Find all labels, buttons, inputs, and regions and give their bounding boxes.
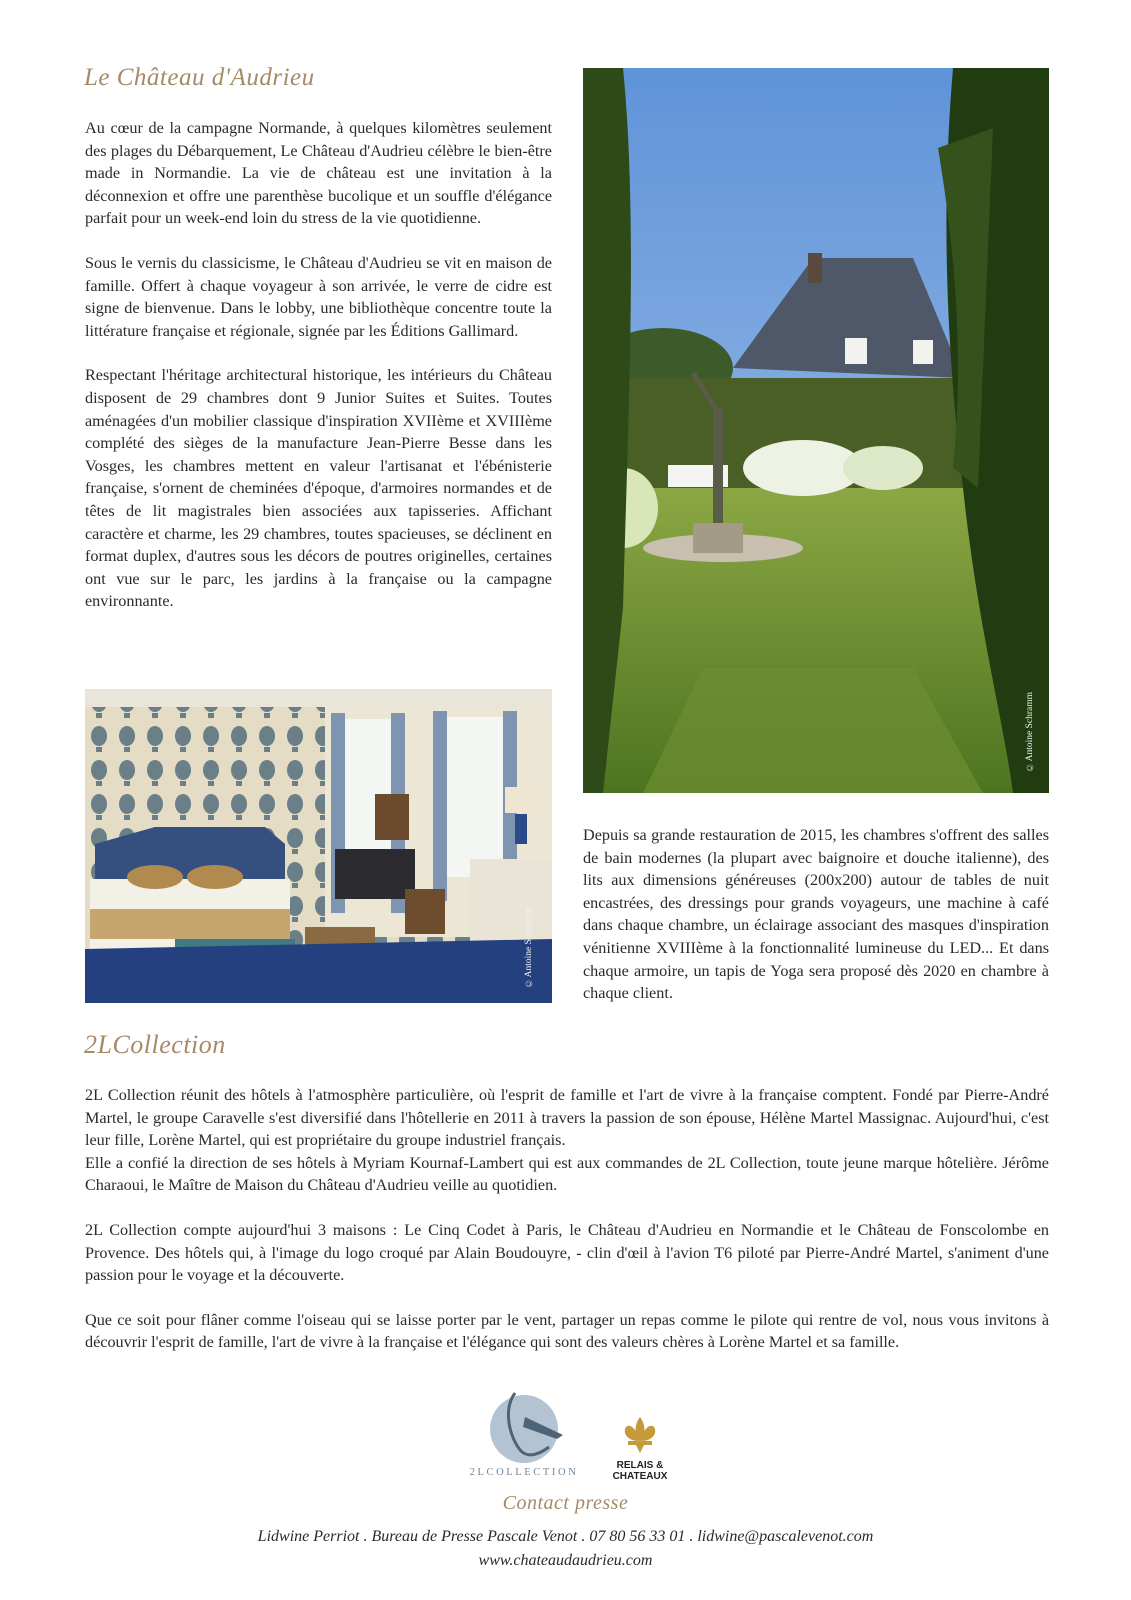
- paragraph-restauration: Depuis sa grande restauration de 2015, les chambres s'offrent des salles de bain modernes (la plupart avec baignoire et douche italienne), des lits aux dimensions généreuses (200x200) autour de tables de nuit encastrées, des dressings pour grands voyageurs, une machine à café dans chaque chambre, un éclairage associant des masques d'inspiration vénitienne XVIIIème à la fonctionnalité lumineuse du LED... Et dans chaque armoire, un tapis de Yoga sera proposé dès 2020 en chambre à chaque client.: [583, 826, 1049, 1003]
- paragraph-intro: Au cœur de la campagne Normande, à quelques kilomètres seulement des plages du Débarquement, Le Château d'Audrieu célèbre le bien-être made in Normandie. La vie de château est une invitation à la déconnexion et offre une parenthèse bucolique et un souffle d'élégance parfait pour un week-end loin du stress de la vie quotidienne.: [85, 119, 552, 228]
- collection-logo-mark: [463, 1387, 585, 1467]
- fleur-de-lis-icon: [618, 1415, 662, 1455]
- paragraph-invitation: Que ce soit pour flâner comme l'oiseau qui se laisse porter par le vent, partager un repas comme le pilote qui rentre de vol, nous vous invitons à découvrir l'esprit de famille, l'art de vivre à la française et l'élégance qui sont des valeurs chères à Lorène Martel et sa famille.: [85, 1310, 1049, 1352]
- bedroom-photo-credit: ©Antoine Schramm: [524, 907, 534, 987]
- paragraph-maisons: 2L Collection compte aujourd'hui 3 maisons : Le Cinq Codet à Paris, le Château d'Audrieu en Normandie et le Château de Fonscolombe en Provence. Des hôtels qui, à l'image du logo croqué par Alain Boudouyre, - clin d'œil à l'avion T6 piloté par Pierre-André Martel, s'animent d'une passion pour le voyage et la découverte.: [85, 1220, 1049, 1285]
- garden-photo: [583, 68, 1049, 793]
- section-heading-2lcollection: 2LCollection: [84, 1030, 226, 1059]
- relais-line2: CHATEAUX: [612, 1471, 668, 1482]
- paragraph-collection-intro: 2L Collection réunit des hôtels à l'atmosphère particulière, où l'esprit de famille et l'art de vivre à la française comptent. Fondé par Pierre-André Martel, le groupe Caravelle s'est diversifié dans l'hôtellerie en 2011 à travers la passion de son épouse, Hélène Martel Massignac. Aujourd'hui, c'est leur fille, Lorène Martel, qui est propriétaire du groupe industriel français.: [85, 1086, 1049, 1150]
- section-heading-chateau: Le Château d'Audrieu: [84, 64, 315, 91]
- collection-text-block: [85, 1084, 1049, 1354]
- contact-presse-heading: Contact presse: [502, 1492, 629, 1514]
- restauration-text: [583, 824, 1049, 1005]
- garden-photo-credit: ©Antoine Schramm: [1025, 691, 1035, 771]
- garden-illustration: [583, 68, 1049, 793]
- contact-line: Lidwine Perriot . Bureau de Presse Pascale Venot . 07 80 56 33 01 . lidwine@pascalevenot.com: [257, 1528, 874, 1545]
- relais-line1: RELAIS &: [616, 1460, 664, 1471]
- paragraph-chambres: Respectant l'héritage architectural historique, les intérieurs du Château disposent de 29 chambres dont 9 Junior Suites et Suites. Toutes aménagées d'un mobilier classique d'inspiration XVIIème et XVIIIème complété des sièges de la manufacture Jean-Pierre Besse dans les Vosges, les chambres mettent en valeur l'artisanat et l'ébénisterie française, s'ornent de cheminées d'époque, d'armoires normandes et de têtes de lit magistrales bien associées aux tapisseries. Affichant caractère et charme, les 29 chambres, toutes spacieuses, se déclinent en format duplex, d'autres sous les décors de poutres originelles, certaines ont vue sur le parc, les jardins à la française ou la campagne environnante.: [85, 366, 552, 611]
- website-link[interactable]: www.chateaudaudrieu.com: [478, 1552, 653, 1569]
- paragraph-direction: Elle a confié la direction de ses hôtels à Myriam Kournaf-Lambert qui est aux commandes de 2L Collection, toute jeune marque hôtelière. Jérôme Charaoui, le Maître de Maison du Château d'Audrieu veille au quotidien.: [85, 1153, 1049, 1195]
- bedroom-photo: [85, 689, 552, 1003]
- intro-text-column: [85, 117, 552, 613]
- paragraph-maison-famille: Sous le vernis du classicisme, le Château d'Audrieu se vit en maison de famille. Offert à chaque voyageur à son arrivée, le verre de cidre est signe de bienvenue. Dans le lobby, une bibliothèque concentre toute la littérature française et régionale, signée par les Éditions Gallimard.: [85, 253, 552, 340]
- bedroom-illustration: [85, 689, 552, 1003]
- relais-chateaux-logo: [608, 1415, 672, 1485]
- collection-logo: [463, 1387, 585, 1487]
- collection-logo-text: 2LCOLLECTION: [469, 1467, 579, 1478]
